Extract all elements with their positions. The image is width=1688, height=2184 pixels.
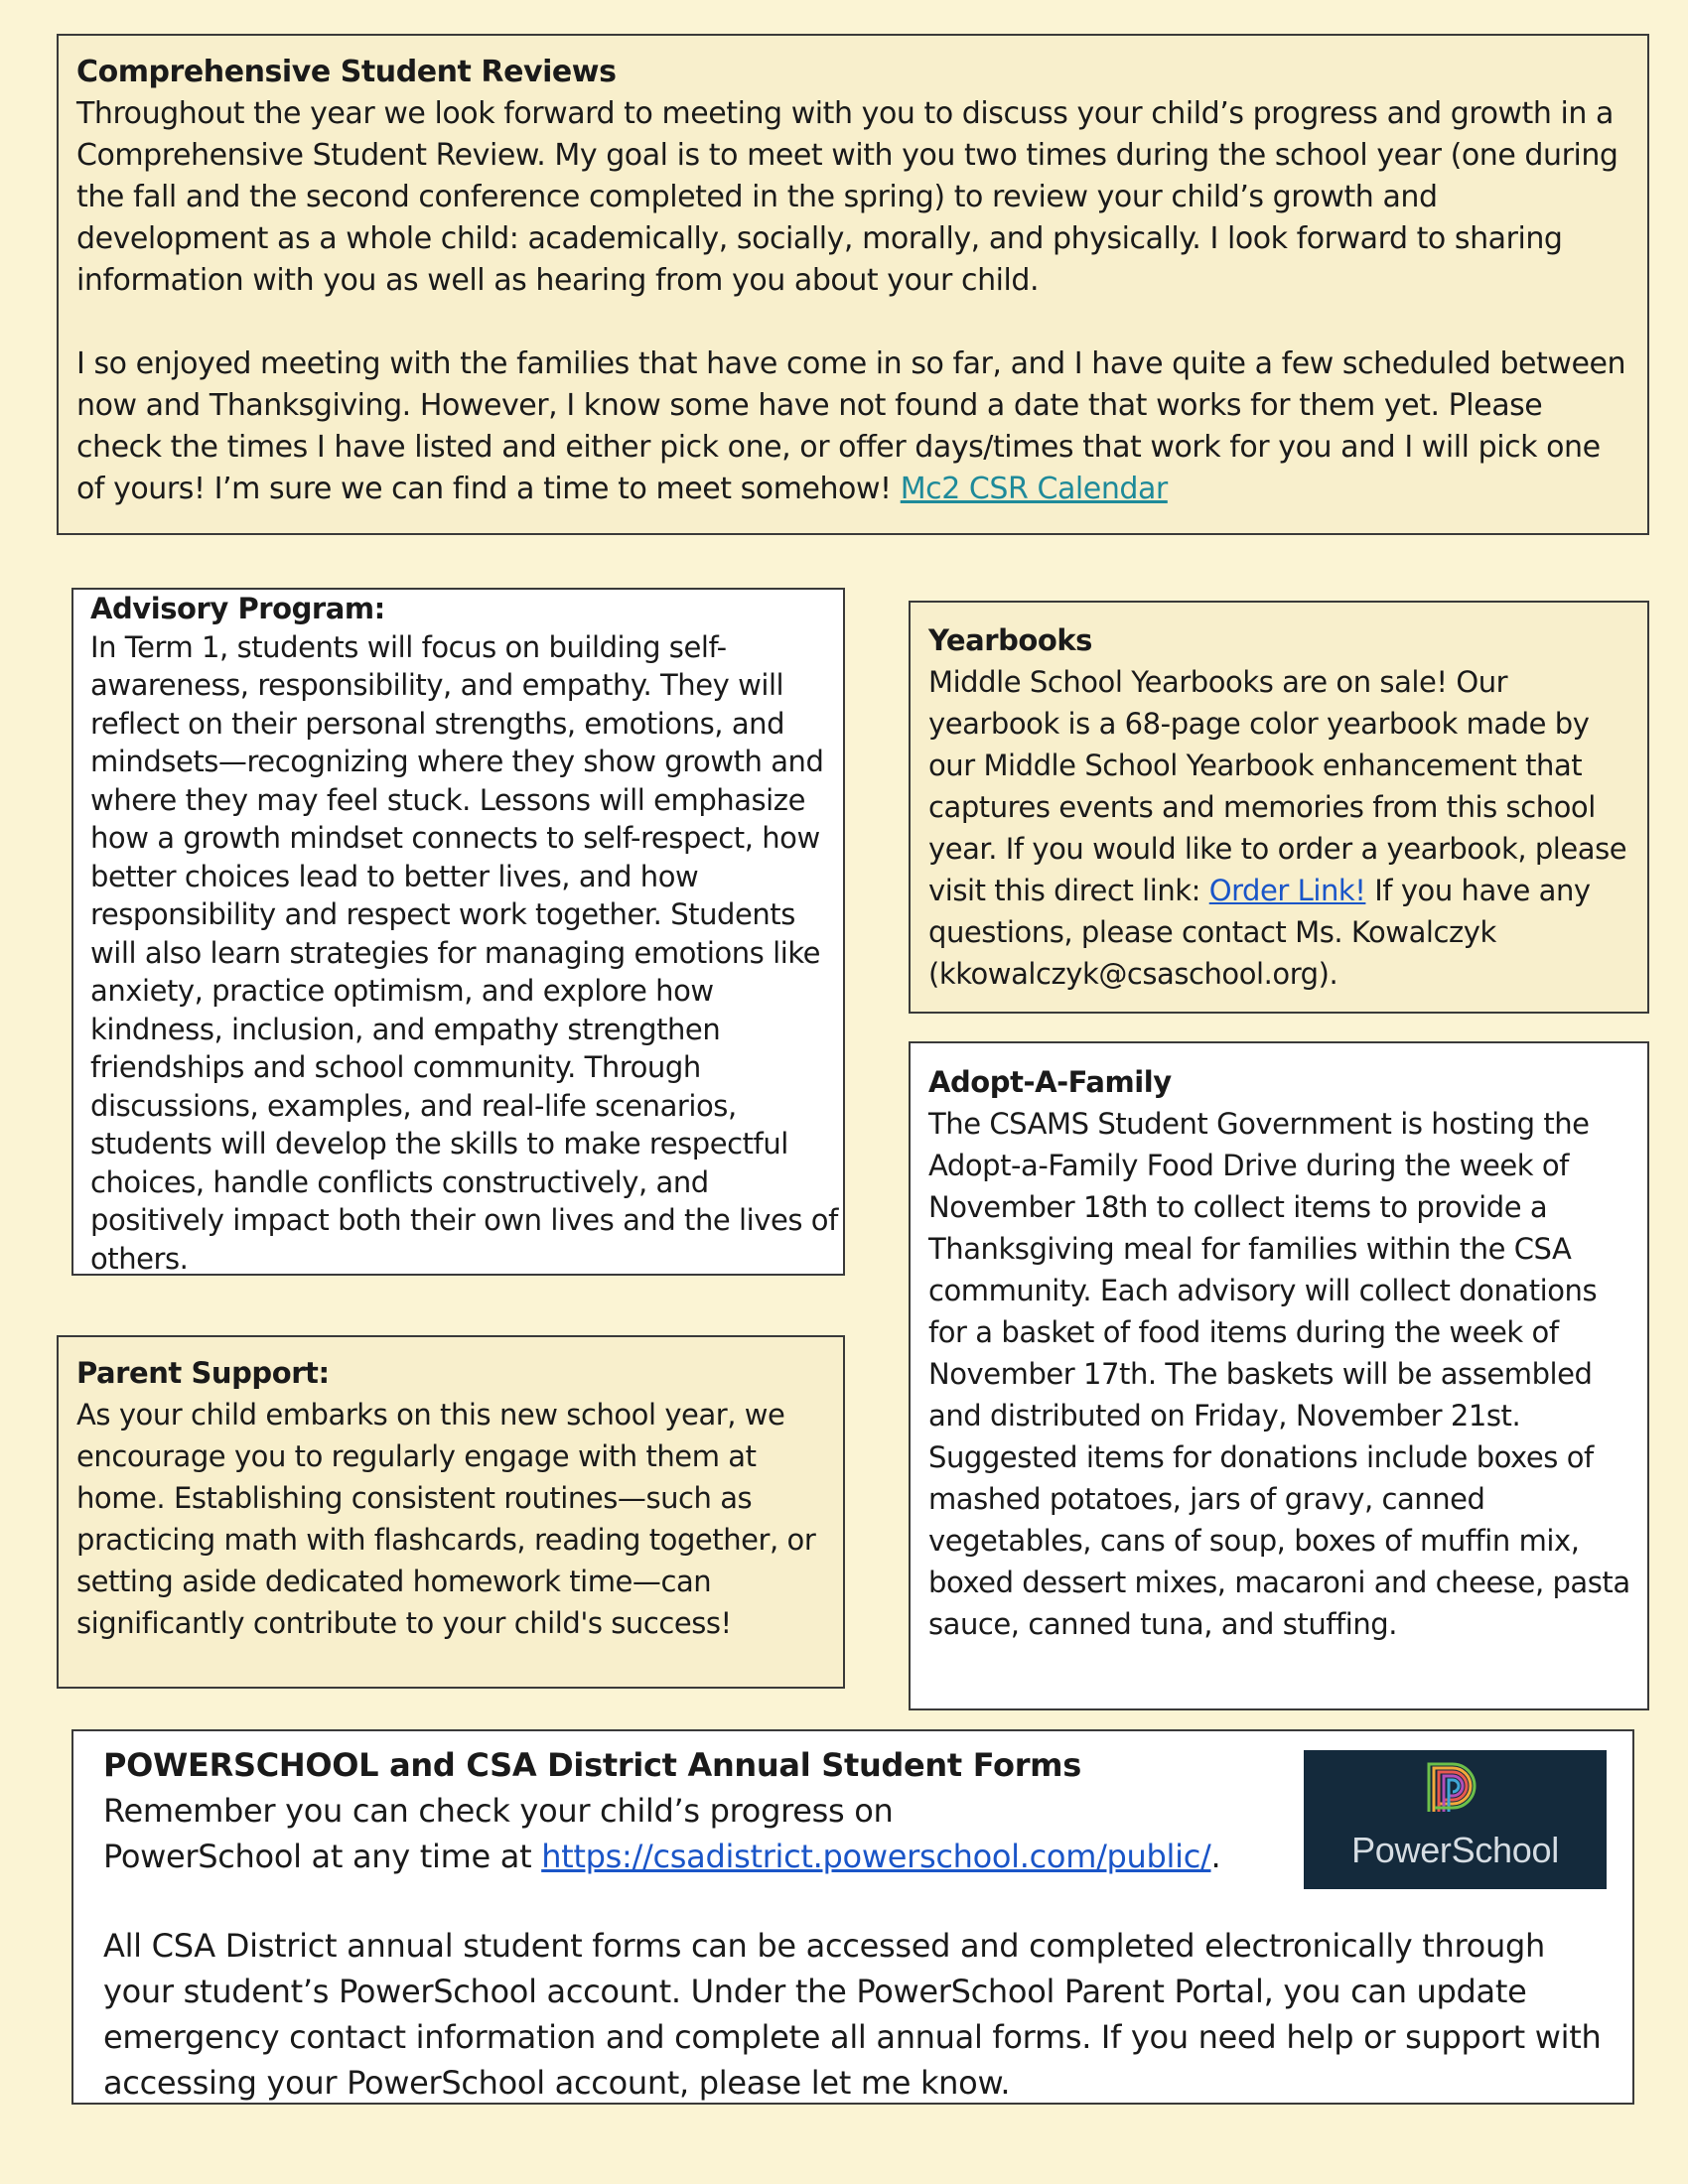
csr-section <box>57 34 1649 535</box>
advisory-title: Advisory Program: <box>90 592 385 625</box>
powerschool-link-suffix: . <box>1210 1838 1221 1875</box>
parent-support-body: As your child embarks on this new school year, we encourage you to regularly engage with them at home. Establishing consistent routines—such as practicing math with flashcards, reading together, or setting aside dedicated homework time—can significantly contribute to your child's success! <box>76 1398 816 1640</box>
powerschool-body: All CSA District annual student forms can be accessed and completed electronically through your student’s PowerSchool account. Under the PowerSchool Parent Portal, you can update emergency contact information and complete all annual forms. If you need help or support with accessing your PowerSchool account, please let me know. <box>103 1927 1602 2102</box>
advisory-body: In Term 1, students will focus on building self-awareness, responsibility, and empathy. They will reflect on their personal strengths, emotions, and mindsets—recognizing where they show growth and where they may feel stuck. Lessons will emphasize how a growth mindset connects to self-respect, how better choices lead to better lives, and how responsibility and respect work together. Students will also learn strategies for managing emotions like anxiety, practice optimism, and explore how kindness, inclusion, and empathy strengthen friendships and school community. Through discussions, examples, and real-life scenarios, students will develop the skills to make respectful choices, handle conflicts constructively, and positively impact both their own lives and the lives of others. <box>90 629 838 1276</box>
yearbooks-body <box>928 661 1631 995</box>
parent-support-section <box>57 1335 845 1689</box>
csr-calendar-link[interactable]: Mc2 CSR Calendar <box>900 472 1168 506</box>
csr-paragraph-1: Throughout the year we look forward to meeting with you to discuss your child’s progress and growth in a Comprehensive Student Review. My goal is to meet with you two times during the school year (one during the fall and the second conference completed in the spring) to review your child’s growth and development as a whole child: academically, socially, morally, and physically. I look forward to sharing information with you as well as hearing from you about your child. <box>76 96 1618 298</box>
yearbooks-body-text: Middle School Yearbooks are on sale! Our yearbook is a 68-page color yearbook made by our Middle School Yearbook enhancement that captures events and memories from this school year. If you would like to order a yearbook, please visit this direct link: <box>928 665 1627 907</box>
csr-paragraph-2 <box>76 343 1629 510</box>
yearbooks-title: Yearbooks <box>928 623 1092 657</box>
csr-title: Comprehensive Student Reviews <box>76 55 617 89</box>
parent-support-title: Parent Support: <box>76 1356 330 1390</box>
adopt-a-family-body: The CSAMS Student Government is hosting the Adopt-a-Family Food Drive during the week of November 18th to collect items to provide a Thanksgiving meal for families within the CSA community. Each advisory will collect donations for a basket of food items during the week of November 17th. The baskets will be assembled and distributed on Friday, November 21st. Suggested items for donations include boxes of mashed potatoes, jars of gravy, canned vegetables, cans of soup, boxes of muffin mix, boxed dessert mixes, macaroni and cheese, pasta sauce, canned tuna, and stuffing. <box>928 1107 1630 1641</box>
powerschool-title: POWERSCHOOL and CSA District Annual Student Forms <box>103 1746 1081 1784</box>
advisory-section <box>71 588 845 1276</box>
csr-paragraph-2-text: I so enjoyed meeting with the families that have come in so far, and I have quite a few scheduled between now and Thanksgiving. However, I know some have not found a date that works for them yet. Please check the times I have listed and either pick one, or offer days/times that work for you and I will pick one of yours! I’m sure we can find a time to meet somehow! <box>76 346 1626 506</box>
order-link[interactable]: Order Link! <box>1208 874 1366 907</box>
powerschool-logo <box>1304 1750 1607 1889</box>
powerschool-intro-line-2 <box>103 1834 1275 1879</box>
yearbooks-contact-text: If you have any questions, please contact Ms. Kowalczyk (kkowalczyk@csaschool.org). <box>928 874 1591 991</box>
powerschool-intro-line-1: Remember you can check your child’s progress on <box>103 1792 894 1830</box>
yearbooks-section <box>909 601 1649 1014</box>
powerschool-link[interactable]: https://csadistrict.powerschool.com/public/ <box>541 1838 1211 1875</box>
powerschool-intro-text: PowerSchool at any time at <box>103 1838 542 1875</box>
adopt-a-family-section <box>909 1041 1649 1710</box>
powerschool-logo-text: PowerSchool <box>1351 1830 1559 1870</box>
adopt-a-family-title: Adopt-A-Family <box>928 1065 1172 1099</box>
